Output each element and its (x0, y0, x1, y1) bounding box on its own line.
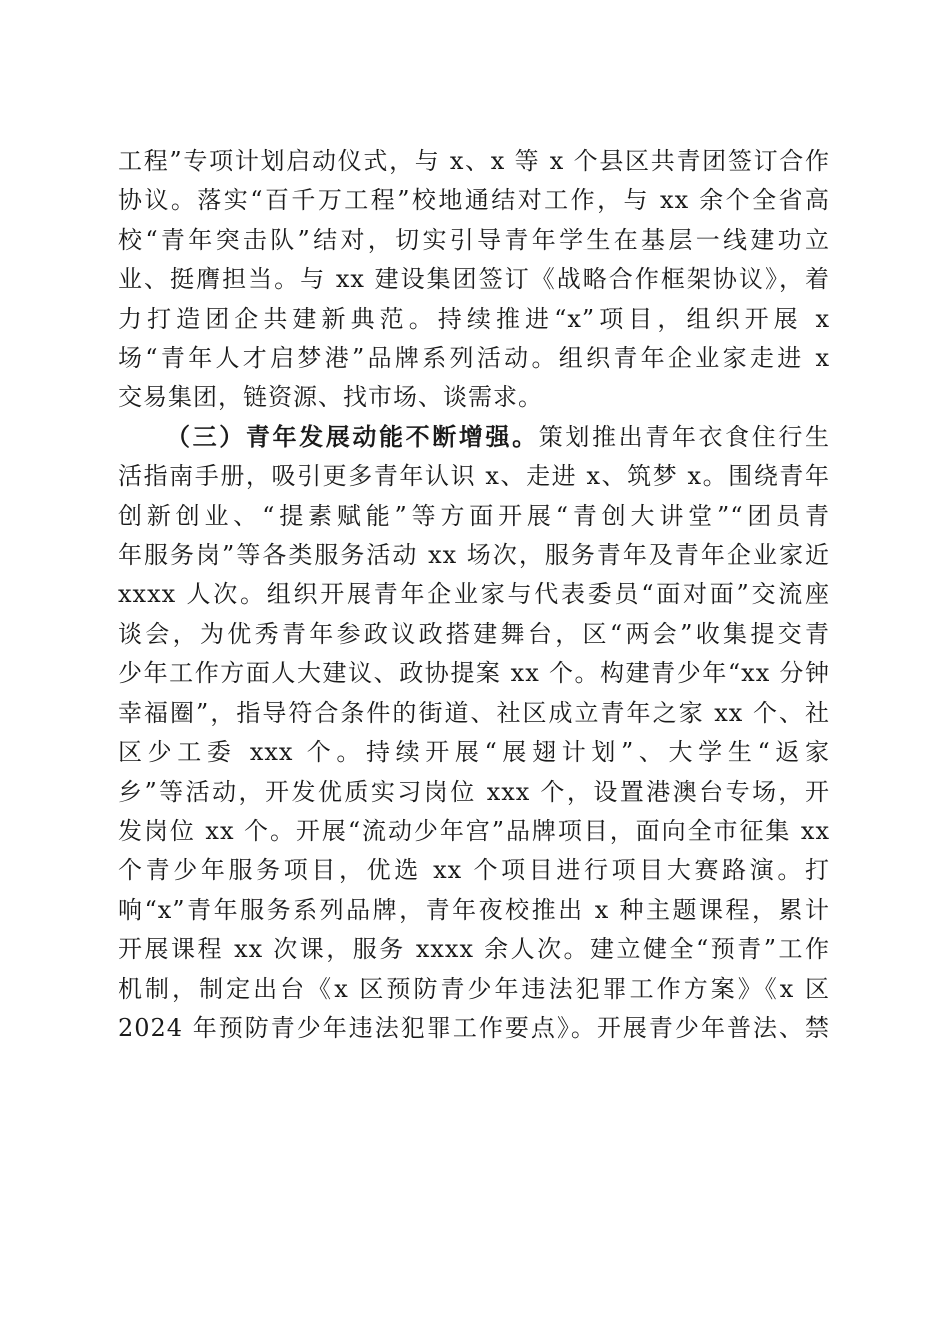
text-line: 响“x”青年服务系列品牌，青年夜校推出 x 种主题课程，累计 (118, 895, 830, 924)
text-line: 发岗位 xx 个。开展“流动少年宫”品牌项目，面向全市征集 xx (118, 816, 830, 845)
text-line: xxxx 人次。组织开展青年企业家与代表委员“面对面”交流座 (118, 580, 830, 609)
text-line: 协议。落实“百千万工程”校地通结对工作，与 xx 余个全省高 (118, 186, 830, 215)
text-line: 年服务岗”等各类服务活动 xx 场次，服务青年及青年企业家近 (118, 541, 830, 570)
text-line: 谈会，为优秀青年参政议政搭建舞台，区“两会”收集提交青 (118, 619, 830, 648)
text-line: 交易集团，链资源、找市场、谈需求。 (118, 383, 543, 412)
paragraph-1 (118, 142, 830, 418)
text-line: 个青少年服务项目，优选 xx 个项目进行项目大赛路演。打 (118, 856, 830, 885)
text-line: 区少工委 xxx 个。持续开展“展翅计划”、大学生“返家 (118, 738, 830, 767)
text-line: 力打造团企共建新典范。持续推进“x”项目，组织开展 x (118, 304, 830, 333)
text-line: 少年工作方面人大建议、政协提案 xx 个。构建青少年“xx 分钟 (118, 659, 830, 688)
text-line: 场“青年人才启梦港”品牌系列活动。组织青年企业家走进 x (118, 344, 830, 373)
section-heading: （三）青年发展动能不断增强。 (166, 422, 539, 451)
text-line: 2024 年预防青少年违法犯罪工作要点》。开展青少年普法、禁 (118, 1013, 830, 1042)
text-line: 开展课程 xx 次课，服务 xxxx 余人次。建立健全“预青”工作 (118, 935, 830, 964)
text-line: 业、挺膺担当。与 xx 建设集团签订《战略合作框架协议》，着 (118, 265, 830, 294)
text-line: 幸福圈”，指导符合条件的街道、社区成立青年之家 xx 个、社 (118, 698, 830, 727)
paragraph-2 (118, 418, 830, 1049)
text-line: 校“青年突击队”结对，切实引导青年学生在基层一线建功立 (118, 225, 830, 254)
text-segment: 策划推出青年衣食住行生 (538, 422, 830, 451)
text-line: 创新创业、“提素赋能”等方面开展“青创大讲堂”“团员青 (118, 501, 830, 530)
text-line: 机制，制定出台《x 区预防青少年违法犯罪工作方案》《x 区 (118, 974, 830, 1003)
text-line: 活指南手册，吸引更多青年认识 x、走进 x、筑梦 x。围绕青年 (118, 462, 830, 491)
text-line-first (118, 418, 830, 457)
text-line: 乡”等活动，开发优质实习岗位 xxx 个，设置港澳台专场，开 (118, 777, 830, 806)
document-body (118, 142, 830, 1048)
text-line: 工程”专项计划启动仪式，与 x、x 等 x 个县区共青团签订合作 (118, 147, 830, 175)
